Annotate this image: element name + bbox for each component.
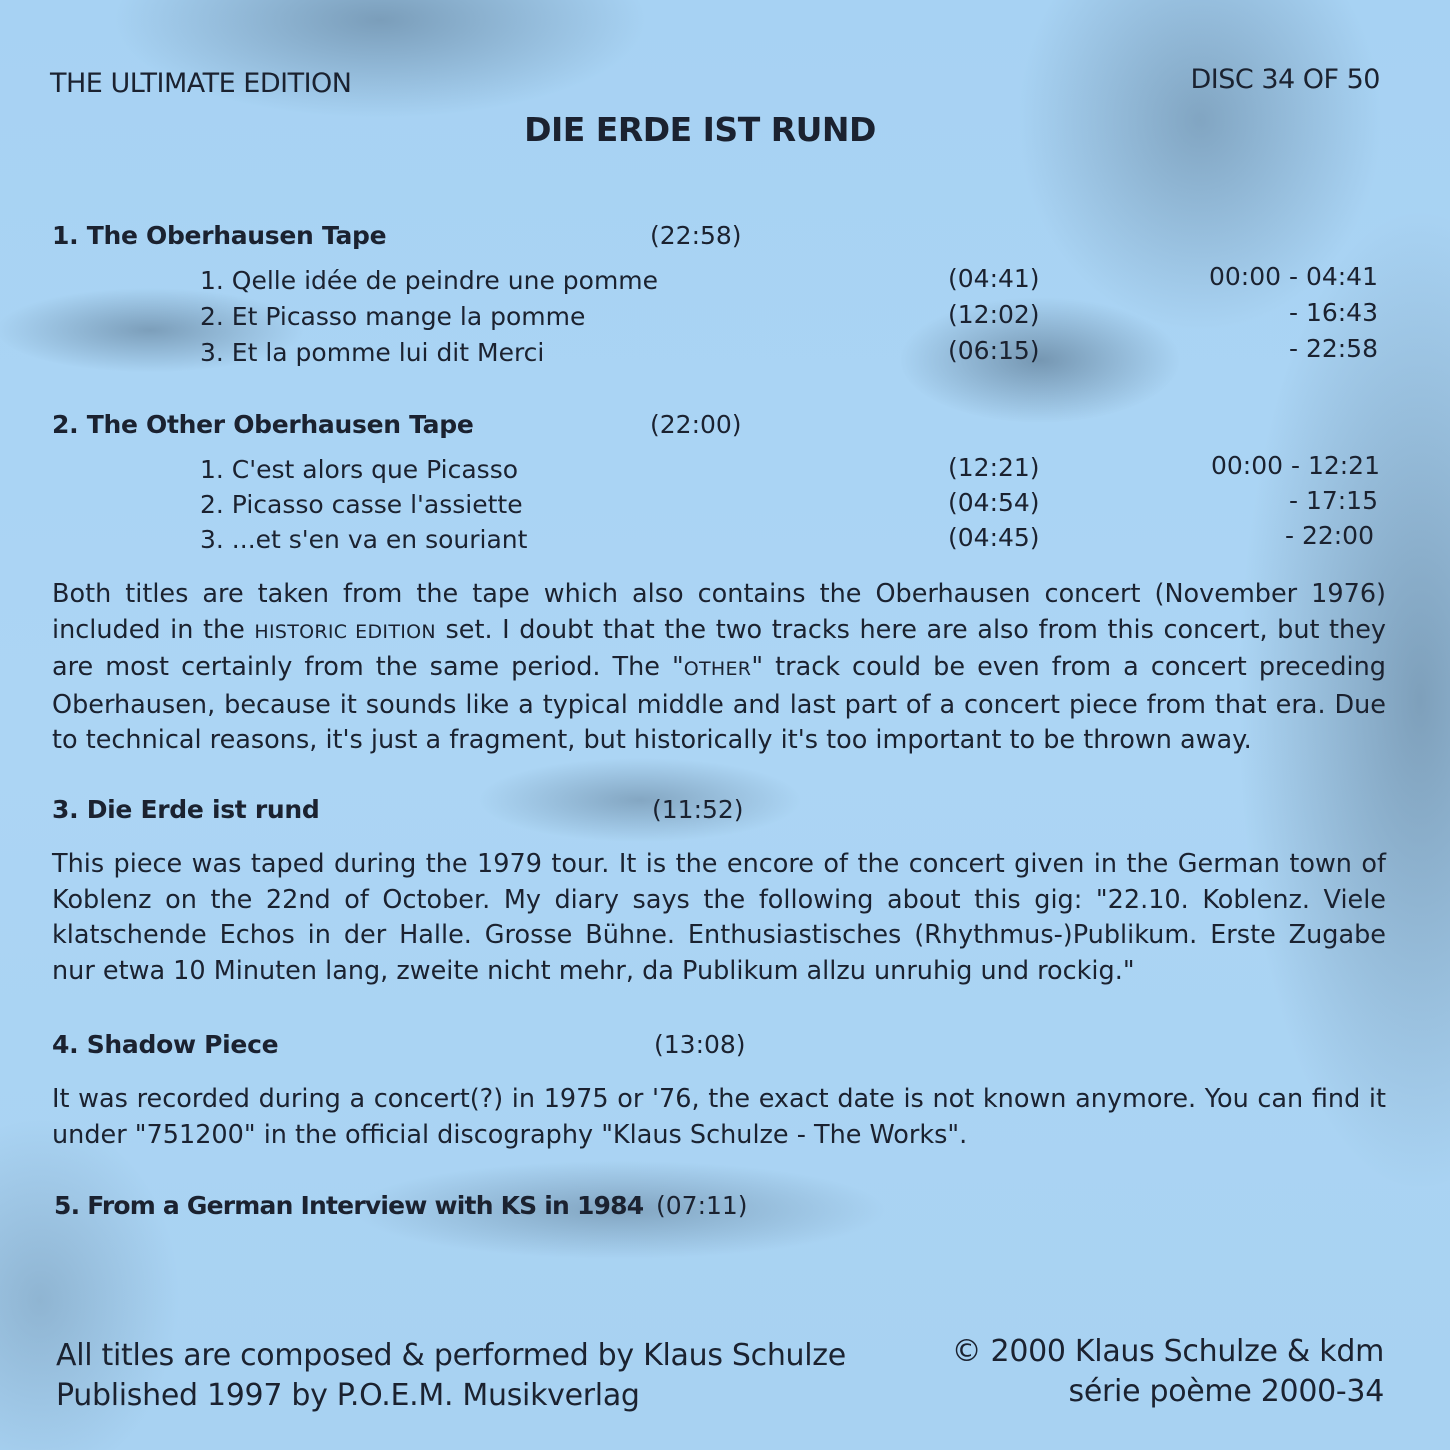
section-5-duration: (07:11)	[656, 1191, 748, 1220]
track-1-3-title: 3. Et la pomme lui dit Merci	[200, 338, 545, 367]
section-4-duration: (13:08)	[654, 1030, 746, 1059]
section-3-title: 3. Die Erde ist rund	[52, 795, 320, 824]
track-1-1-time: 00:00 - 04:41	[1208, 262, 1378, 291]
track-1-3-time: - 22:58	[1288, 334, 1378, 363]
edition-label: THE ULTIMATE EDITION	[50, 68, 352, 99]
track-1-2-duration: (12:02)	[948, 300, 1040, 329]
track-2-2-title: 2. Picasso casse l'assiette	[200, 490, 523, 519]
track-2-1-time: 00:00 - 12:21	[1210, 451, 1380, 480]
track-2-1-title: 1. C'est alors que Picasso	[200, 455, 519, 484]
note-oberhausen-tapes	[52, 577, 1386, 759]
note-text: Both titles are taken from the tape which also contains the Oberhausen concert (November 1976) included in the	[52, 579, 1386, 645]
track-2-3-duration: (04:45)	[948, 523, 1040, 552]
note-text: set. I doubt that the two tracks here are also from this concert, but they are most certainly from the same period. The "	[52, 614, 1386, 682]
track-2-3-title: 3. ...et s'en va en souriant	[200, 525, 528, 554]
section-4-title: 4. Shadow Piece	[52, 1030, 279, 1059]
note-shadow-piece: It was recorded during a concert(?) in 1975 or '76, the exact date is not known anymore. You can find it under "751200" in the official discography "Klaus Schulze - The Works".	[52, 1084, 1386, 1150]
track-1-1-title: 1. Qelle idée de peindre une pomme	[200, 266, 659, 295]
catalog-number: série poème 2000-34	[1068, 1374, 1384, 1409]
section-3-duration: (11:52)	[652, 795, 744, 824]
track-2-1-duration: (12:21)	[948, 453, 1040, 482]
section-2-title: 2. The Other Oberhausen Tape	[52, 410, 474, 439]
note-text: " track could be even from a concert preceding Oberhausen, because it sounds like a typical middle and last part of a concert piece from that era. Due to technical reasons, it's just a fragment, but historically it's too important to be thrown away.	[52, 652, 1386, 755]
copyright-line: © 2000 Klaus Schulze & kdm	[951, 1334, 1384, 1369]
note-smallcaps: HISTORIC EDITION	[254, 620, 436, 643]
track-1-3-duration: (06:15)	[948, 336, 1040, 365]
album-title: DIE ERDE IST RUND	[524, 110, 876, 149]
publisher-credit: Published 1997 by P.O.E.M. Musikverlag	[56, 1378, 640, 1413]
note-smallcaps: OTHER	[683, 658, 752, 680]
track-1-2-title: 2. Et Picasso mange la pomme	[200, 302, 586, 331]
section-1-title: 1. The Oberhausen Tape	[52, 221, 387, 250]
track-2-2-time: - 17:15	[1288, 486, 1378, 515]
disc-number: DISC 34 OF 50	[1190, 64, 1380, 95]
track-1-1-duration: (04:41)	[948, 264, 1040, 293]
note-die-erde-ist-rund: This piece was taped during the 1979 tour. It is the encore of the concert given in the German town of Koblenz on the 22nd of October. My diary says the following about this gig: "22.10. Koblenz. Viele klatschende Echos in der Halle. Grosse Bühne. Enthusiastisches (Rhythmus-)Publikum. Erste Zugabe nur etwa 10 Minuten lang, zweite nicht mehr, da Publikum allzu unruhig und rockig."	[52, 849, 1386, 986]
track-2-2-duration: (04:54)	[948, 488, 1040, 517]
section-5-title: 5. From a German Interview with KS in 1984	[54, 1191, 644, 1220]
section-2-duration: (22:00)	[650, 410, 742, 439]
section-1-duration: (22:58)	[650, 221, 742, 250]
track-2-3-time: - 22:00	[1284, 521, 1374, 550]
composer-credit: All titles are composed & performed by Klaus Schulze	[56, 1338, 846, 1373]
track-1-2-time: - 16:43	[1288, 298, 1378, 327]
